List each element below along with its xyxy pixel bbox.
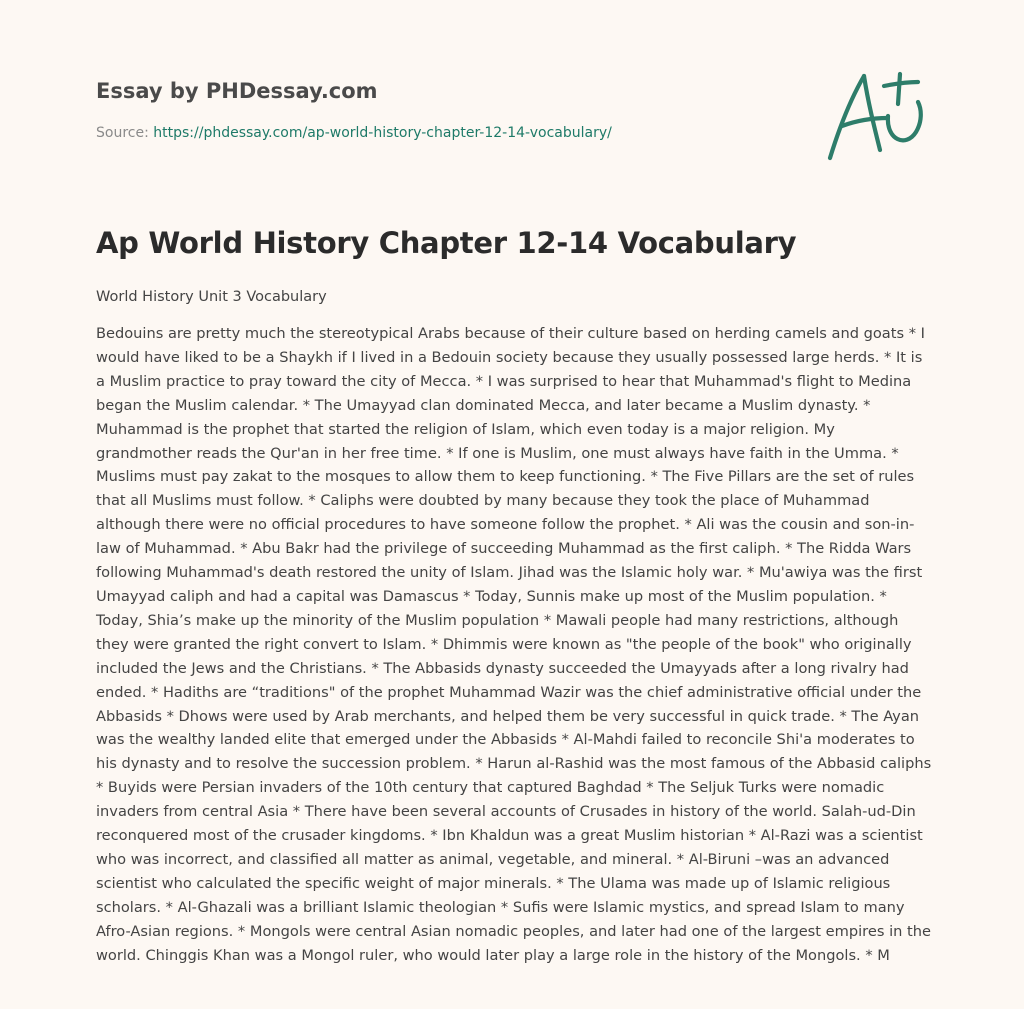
article-body: Bedouins are pretty much the stereotypical Arabs because of their culture based on herding camels and goats * I would have liked to be a Shaykh if I lived in a Bedouin society because they usually possessed large herds. * It is a Muslim practice to pray toward the city of Mecca. * I was surprised to hear that Muhammad's flight to Medina began the Muslim calendar. * The Umayyad clan dominated Mecca, and later became a Muslim dynasty. * Muhammad is the prophet that started the religion of Islam, which even today is a major religion. My grandmother reads the Qur'an in her free time. * If one is Muslim, one must always have faith in the Umma. * Muslims must pay zakat to the mosques to allow them to keep functioning. * The Five Pillars are the set of rules that all Muslims must follow. * Caliphs were doubted by many because they took the place of Muhammad although there were no official procedures to have someone follow the prophet. * Ali was the cousin and son-in-law of Muhammad. * Abu Bakr had the privilege of succeeding Muhammad as the first caliph. * The Ridda Wars following Muhammad's death restored the unity of Islam. Jihad was the Islamic holy war. * Mu'awiya was the first Umayyad caliph and had a capital was Damascus * Today, Sunnis make up most of the Muslim population. * Today, Shia’s make up the minority of the Muslim population * Mawali people had many restrictions, although they were granted the right convert to Islam. * Dhimmis were known as "the people of the book" who originally included the Jews and the Christians. * The Abbasids dynasty succeeded the Umayyads after a long rivalry had ended. * Hadiths are “traditions" of the prophet Muhammad Wazir was the chief administrative official under the Abbasids * Dhows were used by Arab merchants, and helped them be very successful in quick trade. * The Ayan was the wealthy landed elite that emerged under the Abbasids * Al-Mahdi failed to reconcile Shi'a moderates to his dynasty and to resolve the succession problem. * Harun al-Rashid was the most famous of the Abbasid caliphs * Buyids were Persian invaders of the 10th century that captured Baghdad * The Seljuk Turks were nomadic invaders from central Asia * There have been several accounts of Crusades in history of the world. Salah-ud-Din reconquered most of the crusader kingdoms. * Ibn Khaldun was a great Muslim historian * Al-Razi was a scientist who was incorrect, and classified all matter as animal, vegetable, and mineral. * Al-Biruni –was an advanced scientist who calculated the specific weight of major minerals. * The Ulama was made up of Islamic religious scholars. * Al-Ghazali was a brilliant Islamic theologian * Sufis were Islamic mystics, and spread Islam to many Afro-Asian regions. * Mongols were central Asian nomadic peoples, and later had one of the largest empires in the world. Chinggis Khan was a Mongol ruler, who would later play a large role in the history of the Mongols. * M: [96, 325, 932, 964]
article-subtitle: World History Unit 3 Vocabulary: [96, 289, 327, 305]
page-header: [96, 78, 796, 142]
site-brand: Essay by PHDessay.com: [96, 79, 378, 103]
source-link[interactable]: https://phdessay.com/ap-world-history-chapter-12-14-vocabulary/: [153, 125, 612, 141]
article-title: Ap World History Chapter 12-14 Vocabulary: [96, 226, 797, 260]
source-line: [96, 124, 796, 142]
source-label: Source:: [96, 125, 154, 141]
a-plus-logo-icon: [822, 66, 932, 166]
